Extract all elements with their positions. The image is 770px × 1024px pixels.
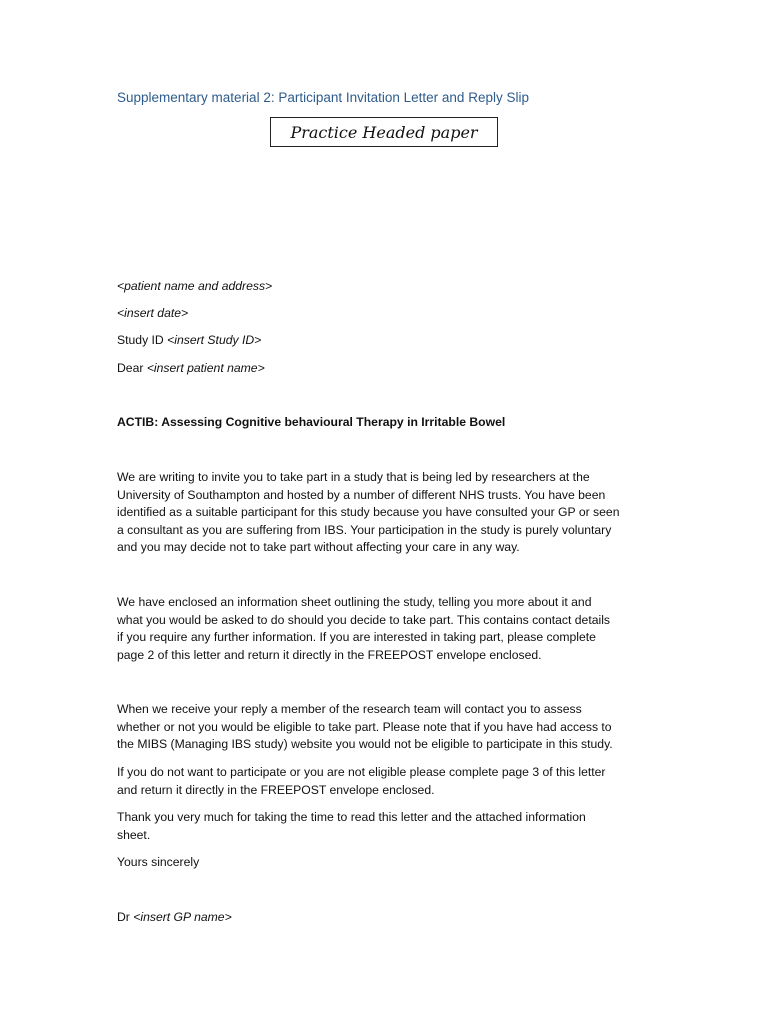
study-id-placeholder: <insert Study ID> xyxy=(167,333,262,347)
paragraph-line: sheet. xyxy=(117,827,151,842)
paragraph-line: Thank you very much for taking the time to read this letter and the attached information xyxy=(117,810,586,824)
dear-label: Dear xyxy=(117,361,147,375)
paragraph-line: and you may decide not to take part without affecting your care in any way. xyxy=(117,540,520,555)
paragraph-invitation xyxy=(117,469,657,557)
paragraph-line: When we receive your reply a member of the research team will contact you to assess xyxy=(117,702,582,716)
paragraph-line: We are writing to invite you to take part in a study that is being led by researchers at the xyxy=(117,470,590,484)
study-id-line xyxy=(117,332,261,350)
paragraph-line: if you require any further information. If you are interested in taking part, please complete xyxy=(117,630,596,645)
date-placeholder: <insert date> xyxy=(117,306,189,320)
gp-name-placeholder: <insert GP name> xyxy=(133,910,232,924)
closing-text: Yours sincerely xyxy=(117,855,200,869)
document-heading: Supplementary material 2: Participant Invitation Letter and Reply Slip xyxy=(117,90,529,105)
paragraph-line: and return it directly in the FREEPOST envelope enclosed. xyxy=(117,782,435,797)
paragraph-line: what you would be asked to do should you decide to take part. This contains contact details xyxy=(117,612,610,627)
address-placeholder: <patient name and address> xyxy=(117,279,273,293)
paragraph-line: page 2 of this letter and return it directly in the FREEPOST envelope enclosed. xyxy=(117,647,542,662)
paragraph-information-sheet xyxy=(117,594,657,664)
signature-line xyxy=(117,909,232,927)
signature-label: Dr xyxy=(117,910,134,924)
paragraph-reply xyxy=(117,701,657,754)
paragraph-thanks xyxy=(117,809,657,844)
paragraph-line: a consultant as you are suffering from IBS. Your participation in the study is purely voluntary xyxy=(117,522,612,537)
paragraph-line: We have enclosed an information sheet outlining the study, telling you more about it and xyxy=(117,595,592,609)
paragraph-line: the MIBS (Managing IBS study) website you would not be eligible to participate in this study. xyxy=(117,737,613,752)
paragraph-line: identified as a suitable participant for this study because you have consulted your GP or seen xyxy=(117,505,620,520)
letterhead-box xyxy=(270,117,498,147)
paragraph-line: whether or not you would be eligible to take part. Please note that if you have had access to xyxy=(117,719,612,734)
paragraph-line: University of Southampton and hosted by a number of different NHS trusts. You have been xyxy=(117,487,606,502)
paragraph-decline xyxy=(117,764,657,799)
letterhead-text: Practice Headed paper xyxy=(290,122,478,142)
patient-name-placeholder: <insert patient name> xyxy=(146,361,265,375)
study-id-label: Study ID xyxy=(117,333,168,347)
study-title: ACTIB: Assessing Cognitive behavioural Therapy in Irritable Bowel xyxy=(117,415,506,429)
salutation-line xyxy=(117,360,265,378)
paragraph-line: If you do not want to participate or you are not eligible please complete page 3 of this letter xyxy=(117,765,606,779)
